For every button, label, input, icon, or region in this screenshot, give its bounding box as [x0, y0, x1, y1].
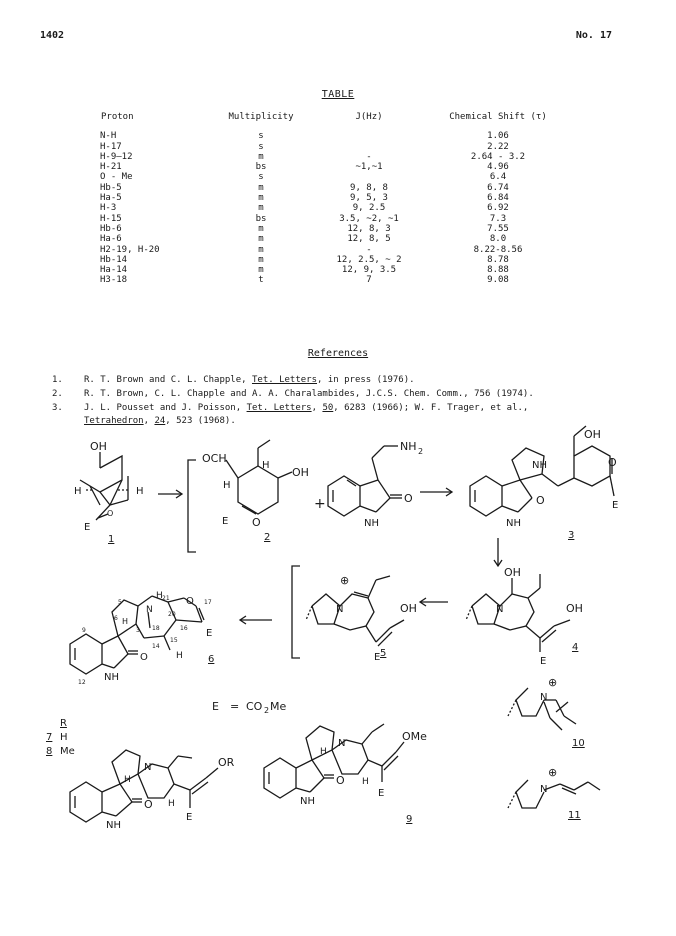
cell-shift: 8.78 — [487, 254, 509, 265]
atom-label: OH — [400, 602, 417, 615]
compound-1-structure — [74, 440, 144, 545]
atom-label: O — [336, 774, 345, 787]
atom-label: H — [74, 486, 82, 497]
atom-label: NH — [532, 460, 547, 471]
atom-label: E — [540, 656, 547, 667]
reference-number: 1. — [52, 375, 63, 385]
cell-j: 3.5, ~2, ~1 — [339, 213, 399, 224]
reference-number: 3. — [52, 403, 63, 413]
cell-shift: 8.88 — [487, 265, 509, 276]
journal-issue: No. 17 — [575, 30, 612, 41]
cell-j: 9, 8, 8 — [350, 182, 388, 193]
cell-multiplicity: m — [258, 223, 264, 234]
compound-10-structure — [508, 676, 585, 749]
atom-label: O — [536, 494, 545, 507]
compound-7-8-structure — [70, 750, 235, 831]
plus-sign: + — [314, 496, 326, 512]
atom-label: NH — [106, 820, 121, 831]
cell-proton: H-21 — [100, 162, 122, 173]
atom-label: N — [540, 784, 548, 795]
cell-j: 12, 8, 5 — [347, 234, 391, 245]
atom-label: H — [156, 591, 163, 601]
cell-multiplicity: bs — [255, 162, 267, 173]
compound-label: 6 — [208, 654, 215, 665]
atom-label: H — [168, 799, 175, 809]
cell-j: - — [366, 151, 372, 162]
cell-shift: 4.96 — [487, 162, 509, 173]
compound-11-structure — [508, 766, 600, 821]
atom-label: E — [222, 516, 229, 527]
cell-multiplicity: m — [258, 265, 264, 276]
atom-label: NH — [400, 440, 417, 453]
compound-label: 11 — [568, 810, 581, 821]
cell-proton: Hb-5 — [100, 182, 122, 193]
reference-volume: 50 — [322, 403, 334, 413]
atom-label: H — [320, 747, 327, 757]
cell-proton: H3-18 — [100, 275, 128, 286]
cell-proton: Ha-14 — [100, 265, 128, 276]
atom-label: H — [176, 651, 183, 661]
cell-shift: 6.4 — [489, 172, 507, 183]
atom-label: H — [124, 775, 131, 785]
cell-j: 12, 9, 3.5 — [341, 265, 397, 276]
cell-shift: 2.64 - 3.2 — [470, 151, 526, 162]
cell-j: - — [366, 244, 372, 255]
cell-proton: H2-19, H-20 — [100, 244, 160, 255]
compound-label: 7 — [46, 732, 53, 743]
equation-sub: 2 — [264, 706, 270, 715]
reference-authors: R. T. Brown and C. L. Chapple, — [84, 375, 252, 385]
equation-eq: = — [230, 700, 240, 713]
atom-label: OH — [584, 428, 601, 441]
compound-5-structure — [306, 574, 417, 663]
atom-label: NH — [364, 518, 379, 529]
atom-label: H — [60, 732, 68, 743]
amine-structure — [328, 440, 423, 529]
reference-sep: , — [143, 416, 155, 426]
atom-number: 15 — [170, 637, 178, 644]
atom-label: H — [223, 480, 231, 491]
page-number: 1402 — [40, 30, 65, 41]
cell-shift: 9.08 — [487, 275, 509, 286]
reference-authors: J. L. Pousset and J. Poisson, — [84, 403, 247, 413]
cell-j: 12, 2.5, ~ 2 — [336, 254, 402, 265]
cell-shift: 7.3 — [489, 213, 507, 224]
atom-label: H — [136, 486, 144, 497]
atom-label: E — [84, 522, 91, 533]
atom-label: ⊕ — [548, 676, 558, 689]
atom-label: O — [144, 798, 153, 811]
atom-label: OCH — [202, 452, 227, 465]
column-header: J(Hz) — [355, 112, 383, 122]
atom-label: O — [186, 596, 194, 607]
atom-label: OH — [566, 602, 583, 615]
references-title: References — [307, 348, 369, 359]
compound-label: 1 — [108, 534, 115, 545]
bracket — [188, 460, 196, 552]
atom-label: NH — [104, 672, 119, 683]
column-header: Multiplicity — [228, 112, 294, 122]
atom-number: 20 — [168, 611, 176, 618]
cell-multiplicity: m — [258, 234, 264, 245]
atom-label: O — [404, 492, 413, 505]
reference-details: , 6283 (1966); W. F. Trager, et al., — [333, 403, 529, 413]
compound-label: 9 — [406, 814, 413, 825]
reference-journal: Tetrahedron — [84, 416, 144, 426]
cell-multiplicity: m — [258, 203, 264, 214]
reference-details: , 523 (1968). — [165, 416, 236, 426]
cell-shift: 6.84 — [487, 193, 509, 204]
compound-label: 10 — [572, 738, 585, 749]
cell-multiplicity: m — [258, 254, 264, 265]
cell-proton: H-17 — [100, 141, 122, 152]
cell-multiplicity: bs — [255, 213, 267, 224]
cell-proton: H-3 — [100, 203, 117, 214]
cell-multiplicity: t — [258, 275, 264, 286]
atom-number: 6 — [114, 615, 118, 622]
atom-number: 17 — [204, 599, 212, 606]
atom-label: N — [336, 604, 344, 615]
atom-label: N — [496, 604, 504, 615]
cell-multiplicity: s — [258, 131, 264, 142]
cell-proton: Ha-5 — [100, 193, 122, 204]
column-header: Proton — [101, 112, 134, 122]
equation-lhs: E — [212, 700, 219, 713]
atom-number: 18 — [152, 625, 160, 632]
reference-authors: R. T. Brown, C. L. Chapple and A. A. Charalambides, J.C.S. Chem. Comm., 756 (1974). — [84, 389, 534, 399]
compound-label: 2 — [264, 532, 271, 543]
cell-proton: Ha-6 — [100, 234, 122, 245]
cell-proton: H-15 — [100, 213, 122, 224]
atom-number: 5 — [118, 599, 122, 606]
cell-j: 9, 2.5 — [352, 203, 386, 214]
compound-label: 4 — [572, 642, 579, 653]
atom-label: N — [540, 692, 548, 703]
cell-shift: 2.22 — [487, 141, 509, 152]
cell-j: ~1,~1 — [355, 162, 383, 173]
cell-j: 12, 8, 3 — [347, 223, 391, 234]
substituent-key — [46, 718, 75, 757]
cell-proton: N-H — [100, 131, 117, 142]
compound-label: 5 — [380, 648, 387, 659]
column-header: Chemical Shift (τ) — [449, 112, 547, 122]
bracket — [292, 566, 300, 658]
cell-multiplicity: s — [258, 141, 264, 152]
atom-label: O — [252, 516, 261, 529]
atom-label: O — [107, 509, 114, 518]
cell-j: 7 — [366, 275, 372, 286]
atom-number: 9 — [82, 627, 86, 634]
equation — [212, 700, 286, 715]
atom-label: ⊕ — [548, 766, 558, 779]
atom-label: E — [612, 500, 619, 511]
atom-label: NH — [506, 518, 521, 529]
cell-shift: 7.55 — [487, 223, 509, 234]
atom-label: E — [186, 812, 193, 823]
atom-label: E — [378, 788, 385, 799]
atom-label: H — [362, 777, 369, 787]
reference-sep: , — [311, 403, 323, 413]
atom-label: OR — [218, 756, 235, 769]
compound-9-structure — [264, 724, 427, 825]
atom-label: N — [338, 738, 346, 749]
atom-label: ⊕ — [340, 574, 350, 587]
atom-label: N — [146, 605, 153, 615]
equation-tail: Me — [270, 700, 287, 713]
reference-volume: 24 — [154, 416, 166, 426]
compound-6-structure — [70, 591, 214, 686]
cell-multiplicity: m — [258, 193, 264, 204]
compound-3-structure — [470, 426, 618, 541]
equation-rhs: CO — [246, 700, 263, 713]
atom-label: OH — [90, 440, 107, 453]
cell-shift: 8.0 — [489, 234, 507, 245]
atom-number: 14 — [152, 643, 160, 650]
compound-2-structure — [202, 440, 309, 543]
cell-multiplicity: m — [258, 244, 264, 255]
atom-number: 3 — [136, 627, 140, 634]
atom-label: Me — [60, 746, 75, 757]
compound-label: 8 — [46, 746, 53, 757]
cell-multiplicity: s — [258, 172, 264, 183]
cell-proton: O - Me — [100, 172, 133, 183]
cell-shift: 1.06 — [487, 131, 509, 142]
atom-label: OMe — [402, 730, 427, 743]
cell-proton: Hb-14 — [100, 254, 128, 265]
atom-label: O — [608, 456, 617, 469]
cell-proton: Hb-6 — [100, 223, 122, 234]
compound-label: 3 — [568, 530, 575, 541]
table-title: TABLE — [321, 89, 355, 100]
atom-number: 21 — [162, 595, 170, 602]
reference-number: 2. — [52, 389, 63, 399]
reference-journal: Tet. Letters — [246, 403, 312, 413]
compound-4-structure — [466, 566, 583, 667]
atom-number: 16 — [180, 625, 188, 632]
atom-label: E — [206, 628, 213, 639]
atom-label: H — [262, 460, 270, 471]
cell-j: 9, 5, 3 — [350, 193, 388, 204]
atom-label: R — [60, 718, 67, 729]
atom-label: OH — [292, 466, 309, 479]
atom-label: NH — [300, 796, 315, 807]
cell-proton: H-9—12 — [100, 151, 133, 162]
cell-multiplicity: m — [258, 182, 264, 193]
cell-shift: 6.74 — [487, 182, 509, 193]
atom-label: H — [122, 617, 129, 626]
atom-label: N — [144, 762, 152, 773]
cell-shift: 6.92 — [487, 203, 509, 214]
reference-journal: Tet. Letters — [251, 375, 318, 385]
cell-shift: 8.22-8.56 — [473, 244, 523, 255]
cell-multiplicity: m — [258, 151, 264, 162]
atom-number: 12 — [78, 679, 86, 686]
atom-label: OH — [504, 566, 521, 579]
atom-label: O — [140, 652, 148, 663]
atom-label: 2 — [418, 447, 424, 456]
atom-label: E — [374, 652, 381, 663]
reference-details: , in press (1976). — [317, 375, 415, 385]
